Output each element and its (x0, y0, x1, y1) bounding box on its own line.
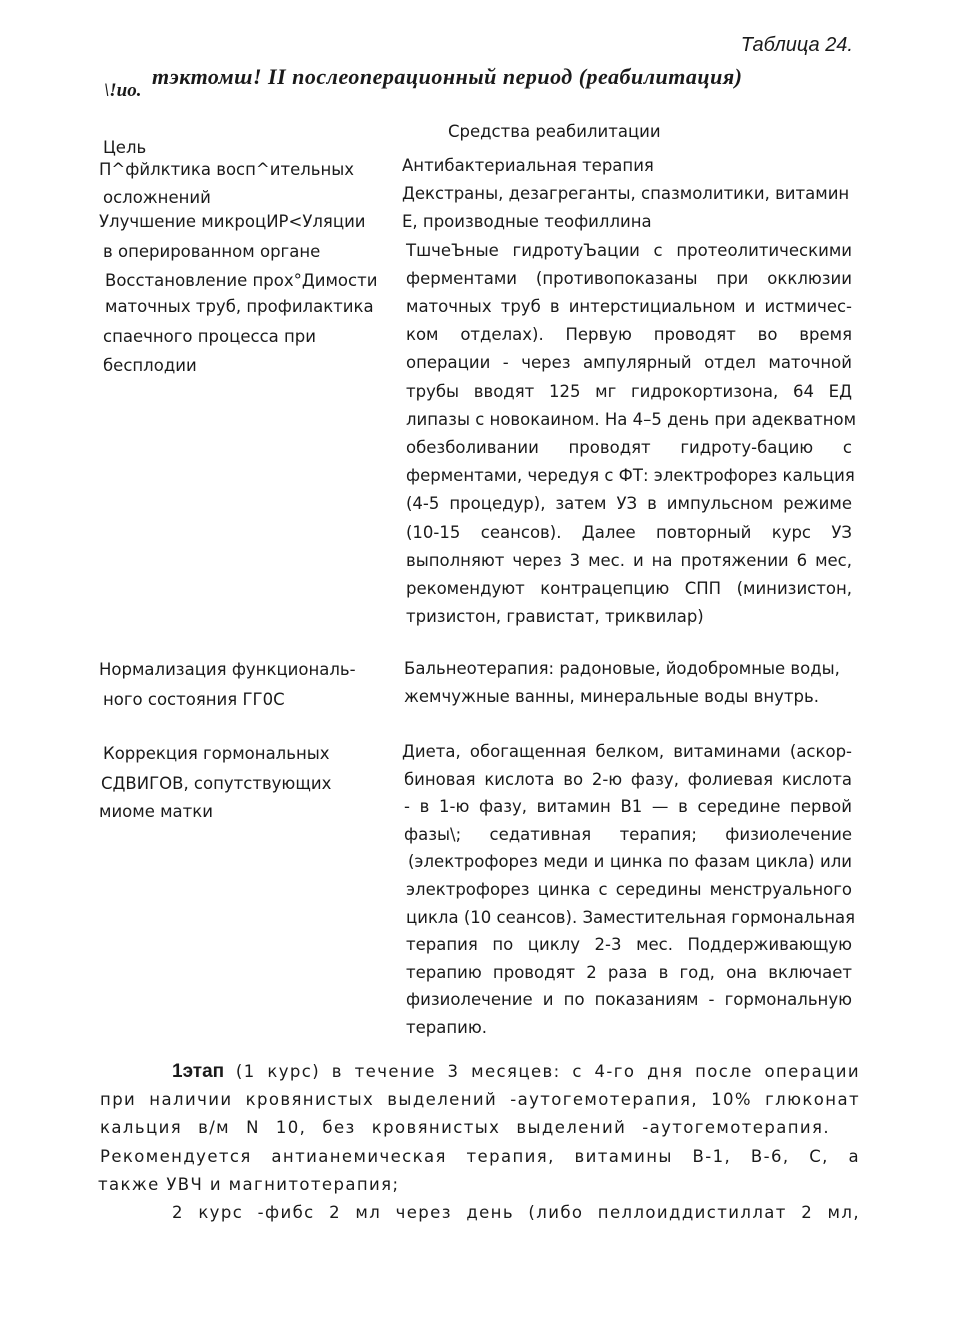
means-line: физиолечение и по показаниям - гормональную (406, 990, 852, 1010)
means-line: операции - через ампулярный отдел маточной (406, 353, 852, 373)
means-line: обезболивании проводят гидроту-бацию с (406, 438, 852, 458)
means-line: ком отделах). Первую проводят во время (406, 325, 852, 345)
paragraph-line (100, 1058, 860, 1086)
means-line: - в 1-ю фазу, витамин В1 — в середине первой (404, 797, 852, 817)
goal-line: спаечного процесса при (103, 327, 316, 346)
row-3-goal (99, 740, 399, 826)
paragraph-line: Рекомендуется антианемическая терапия, витамины В-1, В-6, С, а (100, 1146, 860, 1166)
means-line: цикла (10 сеансов). Заместительная гормональная (406, 907, 856, 927)
table-title: тэктомш! II послеоперационный период (реабилитация) (152, 64, 743, 89)
means-line: ферментами, чередуя с ФТ: электрофорез кальция (406, 466, 855, 486)
goal-line: П^фйлктика восп^ительных (99, 160, 355, 179)
means-line: электрофорез цинка с середины менструального (406, 879, 852, 899)
corner-mark: \!ио. (104, 80, 142, 101)
goal-line: ного состояния ГГ0С (103, 690, 285, 709)
paragraph-line: 2 курс -фибс 2 мл через день (либо пеллоиддистиллат 2 мл, (172, 1203, 860, 1223)
paragraph-line: кальция в/м N 10, без кровянистых выделений -аутогемотерапия. (100, 1118, 830, 1138)
means-line: терапию проводят 2 раза в год, она включает (406, 962, 852, 982)
row-3-means (402, 738, 856, 1042)
row-2-means (402, 655, 852, 711)
goal-line: Восстановление прох°Димости (105, 271, 378, 290)
means-line: (10-15 сеансов). Далее повторный курс УЗ (406, 522, 852, 542)
row-1-means (402, 152, 857, 631)
goal-line: Нормализация функциональ- (99, 660, 356, 679)
means-line: тризистон, гравистат, триквилар) (406, 607, 704, 627)
means-line: (4-5 процедур), затем УЗ в импульсном режиме (406, 494, 852, 514)
goal-line: СДВИГОВ, сопутствующих (101, 774, 332, 793)
row-2-goal (99, 656, 399, 714)
means-line: ТшчеЪные гидротуЪации с протеолитическими (406, 240, 852, 260)
means-line: трубы вводят 125 мг гидрокортизона, 64 ЕД (406, 381, 852, 401)
means-line: маточных труб в интерстициальном и истмичес- (406, 297, 852, 317)
paragraph-line-rest: (1 курс) в течение 3 месяцев: с 4-го дня после операции (235, 1062, 860, 1081)
means-line: биновая кислота во 2-ю фазу, фолиевая кислота (404, 769, 852, 789)
goal-line: бесплодии (103, 356, 197, 375)
stage-label: 1этап (172, 1061, 225, 1082)
means-line: Антибактериальная терапия (402, 156, 654, 175)
column-header-goal: Цель (103, 138, 147, 157)
means-line: ферментами (противопоказаны при окклюзии (406, 268, 852, 288)
means-line: терапия по циклу 2-3 мес. Поддерживающую (406, 935, 852, 955)
goal-line: маточных труб, профилактика (105, 297, 374, 316)
goal-line: Коррекция гормональных (103, 744, 330, 763)
means-line: Е, производные теофиллина (402, 212, 652, 232)
row-1-goal (99, 156, 399, 380)
means-line: терапию. (406, 1017, 487, 1037)
means-line: рекомендуют контрацепцию СПП (минизистон, (406, 579, 852, 599)
means-line: Декстраны, дезагреганты, спазмолитики, витамин (402, 184, 850, 204)
means-line: фазы\; седативная терапия; физиолечение (404, 824, 852, 844)
means-line: липазы с новокаином. На 4–5 день при адекватном (406, 409, 857, 429)
goal-line: Улучшение микроцИР<Уляции (99, 212, 366, 231)
means-line: (электрофорез меди и цинка по фазам цикла) или (408, 852, 852, 872)
means-line: Бальнеотерапия: радоновые, йодобромные воды, (404, 659, 840, 678)
body-paragraph (100, 1058, 860, 1227)
means-line: жемчужные ванны, минеральные воды внутрь. (404, 687, 819, 706)
goal-line: осложнений (103, 188, 211, 207)
means-line: Диета, обогащенная белком, витаминами (аскор- (402, 742, 852, 761)
goal-line: миоме матки (99, 802, 213, 821)
paragraph-line: при наличии кровянистых выделений -аутогемотерапия, 10% глюконат (100, 1090, 860, 1110)
means-line: выполняют через 3 мес. и на протяжении 6 мес, (406, 550, 852, 570)
column-header-means: Средства реабилитации (448, 122, 661, 141)
goal-line: в оперированном органе (103, 242, 321, 261)
paragraph-line: также УВЧ и магнитотерапия; (98, 1174, 400, 1194)
table-caption: Таблица 24. (740, 34, 853, 56)
